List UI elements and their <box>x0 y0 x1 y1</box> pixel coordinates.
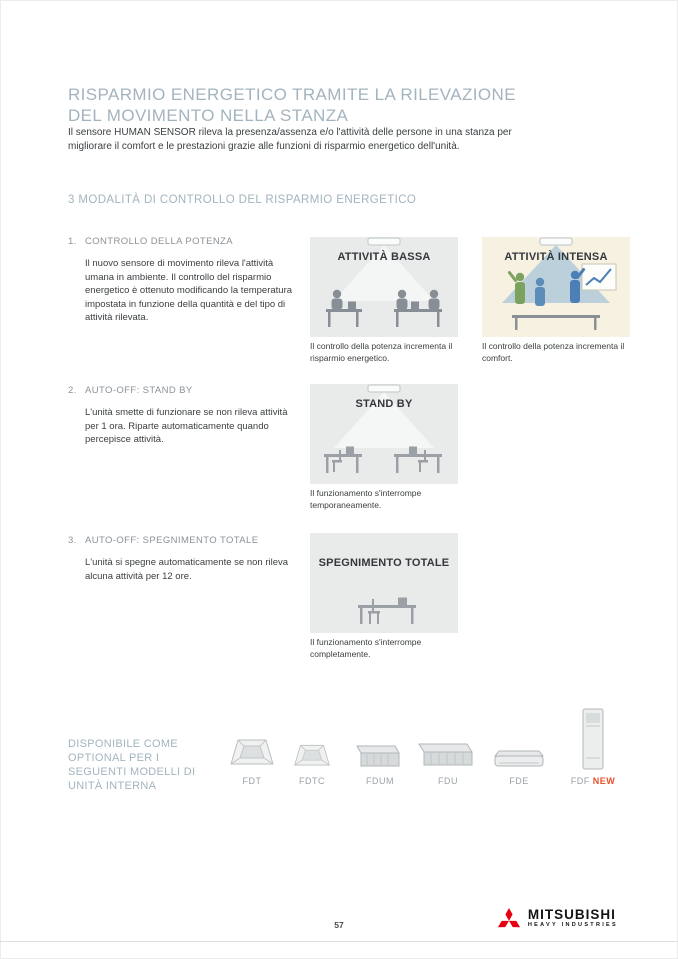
fdf-unit-icon <box>581 708 605 770</box>
spegnimento-totale-illustration <box>310 533 458 633</box>
models-heading-line3: SEGUENTI MODELLI DI <box>68 766 196 778</box>
model-label-fdf <box>571 776 616 786</box>
brand-text <box>528 908 618 928</box>
page-title-line1: RISPARMIO ENERGETICO TRAMITE LA RILEVAZIONE <box>68 85 516 104</box>
figure-caption-spegnimento-totale: Il funzionamento s'interrompe completamente. <box>310 637 422 659</box>
fde-unit-icon <box>491 750 547 770</box>
mode-3-heading <box>68 535 258 546</box>
fdu-unit-icon <box>418 742 478 770</box>
fdum-unit-icon <box>355 744 405 770</box>
figure-label-attivita-intensa: ATTIVITÀ INTENSA <box>504 251 608 263</box>
model-label-fdtc: FDTC <box>299 776 325 786</box>
fdtc-unit-icon <box>293 742 331 770</box>
model-label-fdt: FDT <box>242 776 262 786</box>
model-fdf <box>558 700 628 786</box>
page-title <box>68 84 516 126</box>
brand-name: MITSUBISHI <box>527 906 616 922</box>
mode-3-title: AUTO-OFF: SPEGNIMENTO TOTALE <box>85 535 259 546</box>
mode-3-number: 3. <box>68 535 77 546</box>
figure-stand-by <box>310 384 458 484</box>
figure-spegnimento-totale <box>310 533 458 633</box>
section-heading: 3 MODALITÀ DI CONTROLLO DEL RISPARMIO ENERGETICO <box>68 194 417 206</box>
model-label-fdu: FDU <box>438 776 458 786</box>
model-fdum <box>348 700 412 786</box>
mode-2-title: AUTO-OFF: STAND BY <box>85 385 193 396</box>
model-fdtc <box>280 700 344 786</box>
figure-label-stand-by: STAND BY <box>355 398 413 410</box>
figure-caption-attivita-bassa: Il controllo della potenza incrementa il risparmio energetico. <box>310 341 453 363</box>
mode-1-heading <box>68 236 233 247</box>
mode-1-title: CONTROLLO DELLA POTENZA <box>85 236 234 247</box>
figure-caption-attivita-intensa: Il controllo della potenza incrementa il comfort. <box>482 341 625 363</box>
mitsubishi-logo <box>496 906 618 929</box>
models-heading-line4: UNITÀ INTERNA <box>68 780 157 792</box>
figure-label-spegnimento-totale: SPEGNIMENTO TOTALE <box>318 557 450 569</box>
model-label-fdf-text: FDF <box>570 776 590 786</box>
models-heading-line2: OPTIONAL PER I <box>68 752 160 764</box>
page-number: 57 <box>334 920 344 930</box>
mode-2-body: L'unità smette di funzionare se non rileva attività per 1 ora. Riparte automaticamente quando percepisce attività. <box>85 407 288 445</box>
new-badge: NEW <box>592 776 616 786</box>
page-title-line2: DEL MOVIMENTO NELLA STANZA <box>68 106 349 125</box>
mode-1-number: 1. <box>68 236 77 247</box>
model-label-fde: FDE <box>509 776 529 786</box>
figure-caption-stand-by: Il funzionamento s'interrompe temporaneamente. <box>310 488 422 510</box>
models-heading-line1: DISPONIBILE COME <box>68 738 178 750</box>
mitsubishi-diamonds-icon <box>496 906 522 929</box>
mode-1-body: Il nuovo sensore di movimento rileva l'attività umana in ambiente. Il controllo del risparmio energetico è ottenuto modificando la temperatura impostata in funzione della quantità e del tipo di attività rilevata. <box>85 258 293 323</box>
figure-attivita-intensa <box>482 237 630 337</box>
intro-text: Il sensore HUMAN SENSOR rileva la presenza/assenza e/o l'attività delle persone in una stanza per migliorare il comfort e le prestazioni grazie alle funzioni di risparmio energetico dell'unità. <box>68 127 512 152</box>
figure-label-attivita-bassa: ATTIVITÀ BASSA <box>337 251 431 263</box>
model-fde <box>487 700 551 786</box>
brand-subtitle: HEAVY INDUSTRIES <box>527 921 618 928</box>
model-label-fdum: FDUM <box>366 776 394 786</box>
model-fdt <box>220 700 284 786</box>
mode-2-number: 2. <box>68 385 77 396</box>
fdt-unit-icon <box>229 736 275 770</box>
model-fdu <box>415 700 481 786</box>
bottom-rule <box>0 941 678 942</box>
mode-3-body: L'unità si spegne automaticamente se non rileva alcuna attività per 12 ore. <box>85 557 289 582</box>
mode-2-heading <box>68 385 193 396</box>
figure-attivita-bassa <box>310 237 458 337</box>
models-heading <box>68 737 195 793</box>
